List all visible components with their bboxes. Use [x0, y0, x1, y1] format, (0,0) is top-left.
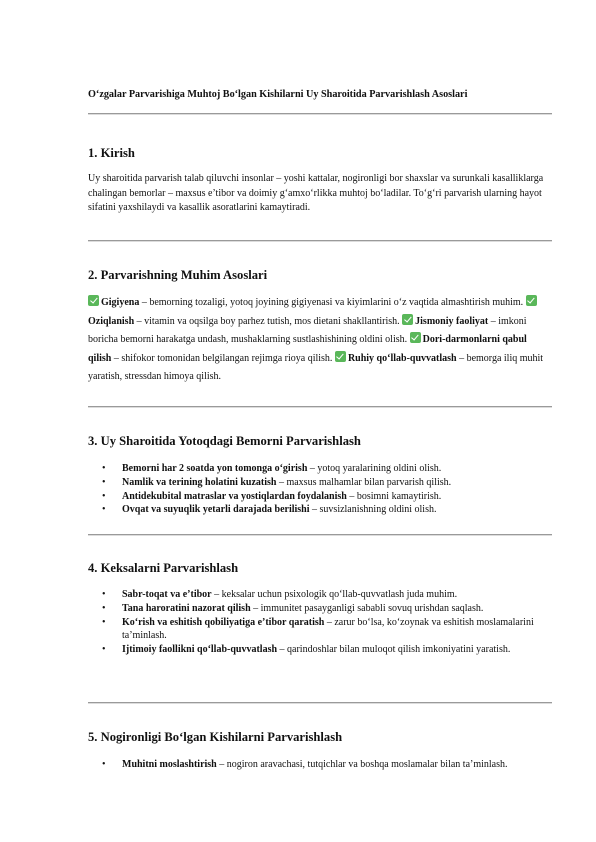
item-term: Ijtimoiy faollikni qo‘llab-quvvatlash — [122, 643, 278, 655]
document-title: O‘zgalar Parvarishiga Muhtoj Bo‘lgan Kishilarni Uy Sharoitida Parvarishlash Asoslari — [88, 89, 468, 100]
bullet-icon: • — [102, 504, 106, 516]
item-term: Jismoniy faoliyat — [415, 315, 489, 327]
bullet-icon: • — [102, 463, 106, 474]
item-term: Dori-darmonlarni qabul qilish — [88, 334, 527, 364]
check-mark-icon — [410, 332, 421, 343]
item-desc: – vitamin va oqsilga boy parhez tutish, mos dietani shakllantirish. — [134, 315, 403, 327]
section-heading-keksalar: 4. Keksalarni Parvarishlash — [88, 561, 239, 575]
list-item — [88, 503, 552, 516]
section-heading-yotoqdagi-bemor: 3. Uy Sharoitida Yotoqdagi Bemorni Parvarishlash — [88, 434, 361, 448]
bullet-list-yotoqdagi-bemor — [88, 462, 552, 517]
bullet-icon: • — [102, 616, 106, 628]
item-desc: – nogiron aravachasi, tutqichlar va boshqa moslamalar bilan ta’minlash. — [216, 759, 508, 770]
item-term: Ovqat va suyuqlik yetarli darajada berilishi — [122, 504, 310, 516]
list-item — [88, 462, 552, 475]
bullet-icon: • — [102, 476, 106, 488]
list-item — [88, 643, 552, 656]
divider — [88, 534, 552, 536]
item-desc: – bosimni kamaytirish. — [346, 490, 442, 502]
item-term: Sabr-toqat va e’tibor — [122, 589, 212, 600]
item-term: Ko‘rish va eshitish qobiliyatiga e’tibor qaratish — [122, 616, 325, 628]
item-desc: – qarindoshlar bilan muloqot qilish imkoniyatini yaratish. — [277, 643, 511, 655]
divider — [88, 240, 552, 242]
item-term: Antidekubital matraslar va yostiqlardan foydalanish — [122, 490, 347, 502]
check-mark-icon — [335, 351, 346, 362]
bullet-icon: • — [102, 643, 106, 655]
section-heading-nogironlik: 5. Nogironligi Bo‘lgan Kishilarni Parvarishlash — [88, 730, 343, 744]
bullet-icon: • — [102, 759, 106, 770]
section-heading-kirish: 1. Kirish — [88, 146, 135, 160]
divider — [88, 406, 552, 408]
check-mark-icon — [402, 314, 413, 325]
item-desc: – maxsus malhamlar bilan parvarish qilish. — [276, 476, 452, 488]
item-term: Bemorni har 2 soatda yon tomonga o‘girish — [122, 463, 308, 474]
section-paragraph-kirish: Uy sharoitida parvarish talab qiluvchi insonlar – yoshi kattalar, nogironligi bor shaxslar va surunkali kasalliklarga chalingan bemorlar – maxsus e’tibor va doimiy g‘amxo‘rlikka muhtoj bo‘ladilar. To‘g‘ri parvarish ularning hayot sifatini yaxshilaydi va kasallik asoratlarini kamaytiradi. — [88, 173, 544, 214]
check-mark-icon — [526, 295, 537, 306]
list-item — [88, 758, 552, 771]
item-term: Gigiyena — [101, 297, 140, 308]
list-item — [88, 616, 552, 642]
divider — [88, 113, 552, 115]
item-term: Ruhiy qo‘llab-quvvatlash — [347, 352, 457, 364]
section-heading-asoslar: 2. Parvarishning Muhim Asoslari — [88, 268, 268, 282]
item-term: Namlik va terining holatini kuzatish — [122, 476, 277, 488]
item-desc: – imkoni boricha bemorni harakatga undash, mushaklarning sustlashishining oldini olish. — [88, 315, 527, 346]
item-desc: – keksalar uchun psixologik qo‘llab-quvvatlash juda muhim. — [211, 589, 458, 600]
item-term: Oziqlanish — [88, 315, 135, 327]
item-desc: – yotoq yaralarining oldini olish. — [307, 463, 442, 474]
bullet-icon: • — [102, 589, 106, 600]
item-desc: – suvsizlanishning oldini olish. — [309, 504, 437, 516]
list-item — [88, 588, 552, 601]
item-term: Tana haroratini nazorat qilish — [122, 602, 251, 614]
check-mark-icon — [88, 295, 99, 306]
item-desc: – shifokor tomonidan belgilangan rejimga rioya qilish. — [111, 352, 335, 364]
bullet-icon: • — [102, 602, 106, 614]
divider — [88, 702, 552, 704]
list-item — [88, 476, 552, 489]
item-desc: – bemorga iliq muhit yaratish, stressdan himoya qilish. — [88, 352, 544, 383]
bullet-list-keksalar — [88, 588, 552, 656]
item-desc: – bemorning tozaligi, yotoq joyining gigiyenasi va kiyimlarini o‘z vaqtida almashtirish muhim. — [139, 297, 526, 308]
list-item — [88, 602, 552, 615]
item-desc: – zarur bo‘lsa, ko‘zoynak va eshitish moslamalarini ta’minlash. — [122, 616, 534, 641]
item-desc: – immunitet pasayganligi sababli sovuq urishdan saqlash. — [250, 602, 484, 614]
bullet-icon: • — [102, 490, 106, 502]
section-paragraph-asoslar — [88, 294, 552, 387]
list-item — [88, 490, 552, 503]
item-term: Muhitni moslashtirish — [122, 759, 217, 770]
bullet-list-nogironlik — [88, 758, 552, 772]
